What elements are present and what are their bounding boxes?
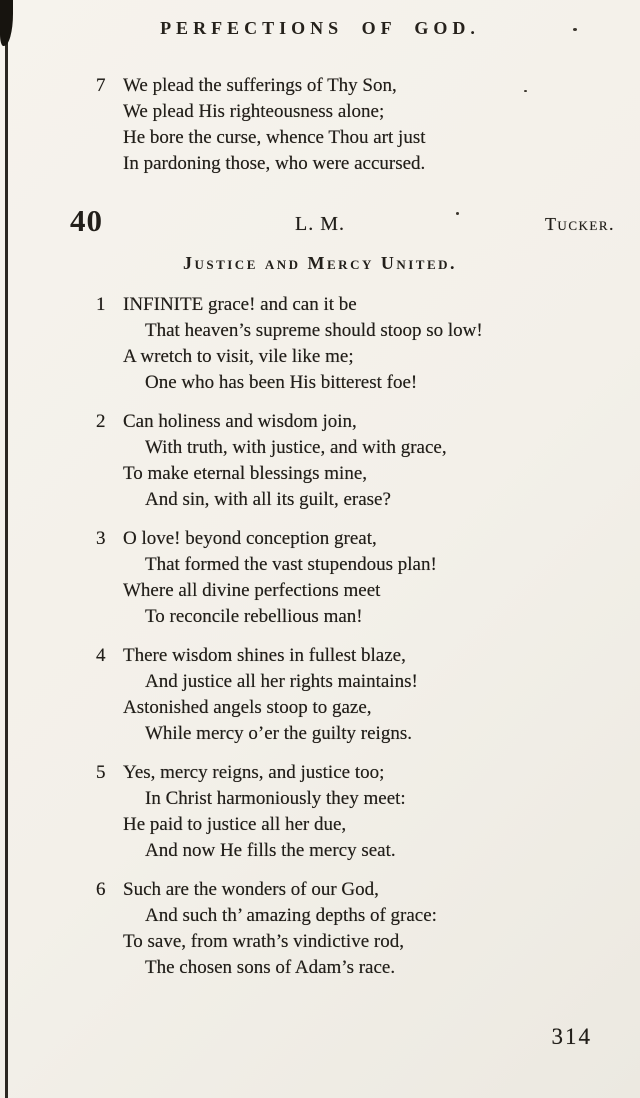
verse-line: And justice all her rights maintains! xyxy=(145,671,418,692)
verse-lines xyxy=(123,73,640,177)
verse-line: He paid to justice all her due, xyxy=(123,814,347,835)
verse-1 xyxy=(0,292,640,396)
verse-lines xyxy=(123,643,640,747)
scan-edge-artifact xyxy=(5,0,8,1098)
verse-lines xyxy=(123,526,640,630)
verse-line: To make eternal blessings mine, xyxy=(123,463,368,484)
verse-line: There wisdom shines in fullest blaze, xyxy=(123,645,406,666)
verse-line: And now He fills the mercy seat. xyxy=(145,840,396,861)
verse-line: That heaven’s supreme should stoop so low! xyxy=(145,320,483,341)
verse-2 xyxy=(0,409,640,513)
verse-line: While mercy o’er the guilty reigns. xyxy=(145,723,412,744)
verse-line: In Christ harmoniously they meet: xyxy=(145,788,406,809)
verse-line: In pardoning those, who were accursed. xyxy=(123,153,426,174)
verse-4 xyxy=(0,643,640,747)
verse-line: Astonished angels stoop to gaze, xyxy=(123,697,372,718)
verse-number: 5 xyxy=(96,762,106,783)
verse-number: 6 xyxy=(96,879,106,900)
verse-line: He bore the curse, whence Thou art just xyxy=(123,127,426,148)
verse-lines xyxy=(123,409,640,513)
scan-corner-artifact xyxy=(0,0,13,46)
verse-line: Such are the wonders of our God, xyxy=(123,879,379,900)
page-number: 314 xyxy=(551,1024,592,1049)
verse-line: Where all divine perfections meet xyxy=(123,580,381,601)
verse-line: Can holiness and wisdom join, xyxy=(123,411,357,432)
verse-line: We plead the sufferings of Thy Son, xyxy=(123,75,397,96)
hymn-meter: L. M. xyxy=(295,213,345,235)
verse-number: 4 xyxy=(96,645,106,666)
verse-line: A wretch to visit, vile like me; xyxy=(123,346,354,367)
verse-line: To save, from wrath’s vindictive rod, xyxy=(123,931,404,952)
verse-number: 2 xyxy=(96,411,106,432)
verse-6 xyxy=(0,877,640,981)
running-header: PERFECTIONS OF GOD. xyxy=(160,18,480,38)
hymn-header xyxy=(0,201,640,247)
verse-line: O love! beyond conception great, xyxy=(123,528,377,549)
verse-line: With truth, with justice, and with grace, xyxy=(145,437,447,458)
verse-number: 7 xyxy=(96,75,106,96)
verse-line: The chosen sons of Adam’s race. xyxy=(145,957,396,978)
verse-line: INFINITE grace! and can it be xyxy=(123,294,357,315)
verse-continuation xyxy=(0,73,640,177)
verse-lines xyxy=(123,760,640,864)
ink-speck xyxy=(573,28,577,31)
verse-lines xyxy=(123,292,640,396)
verse-lines xyxy=(123,877,640,981)
verse-line: To reconcile rebellious man! xyxy=(145,606,363,627)
ink-speck xyxy=(524,90,527,92)
verse-5 xyxy=(0,760,640,864)
verse-line: That formed the vast stupendous plan! xyxy=(145,554,437,575)
verse-3 xyxy=(0,526,640,630)
verse-number: 1 xyxy=(96,294,106,315)
hymn-number: 40 xyxy=(70,203,103,238)
verse-line: And sin, with all its guilt, erase? xyxy=(145,489,391,510)
verse-line: Yes, mercy reigns, and justice too; xyxy=(123,762,385,783)
verse-line: We plead His righteousness alone; xyxy=(123,101,385,122)
verse-line: And such th’ amazing depths of grace: xyxy=(145,905,437,926)
verse-line: One who has been His bitterest foe! xyxy=(145,372,418,393)
hymn-title: Justice and Mercy United. xyxy=(182,253,458,273)
hymn-author: Tucker. xyxy=(544,214,615,234)
verse-number: 3 xyxy=(96,528,106,549)
